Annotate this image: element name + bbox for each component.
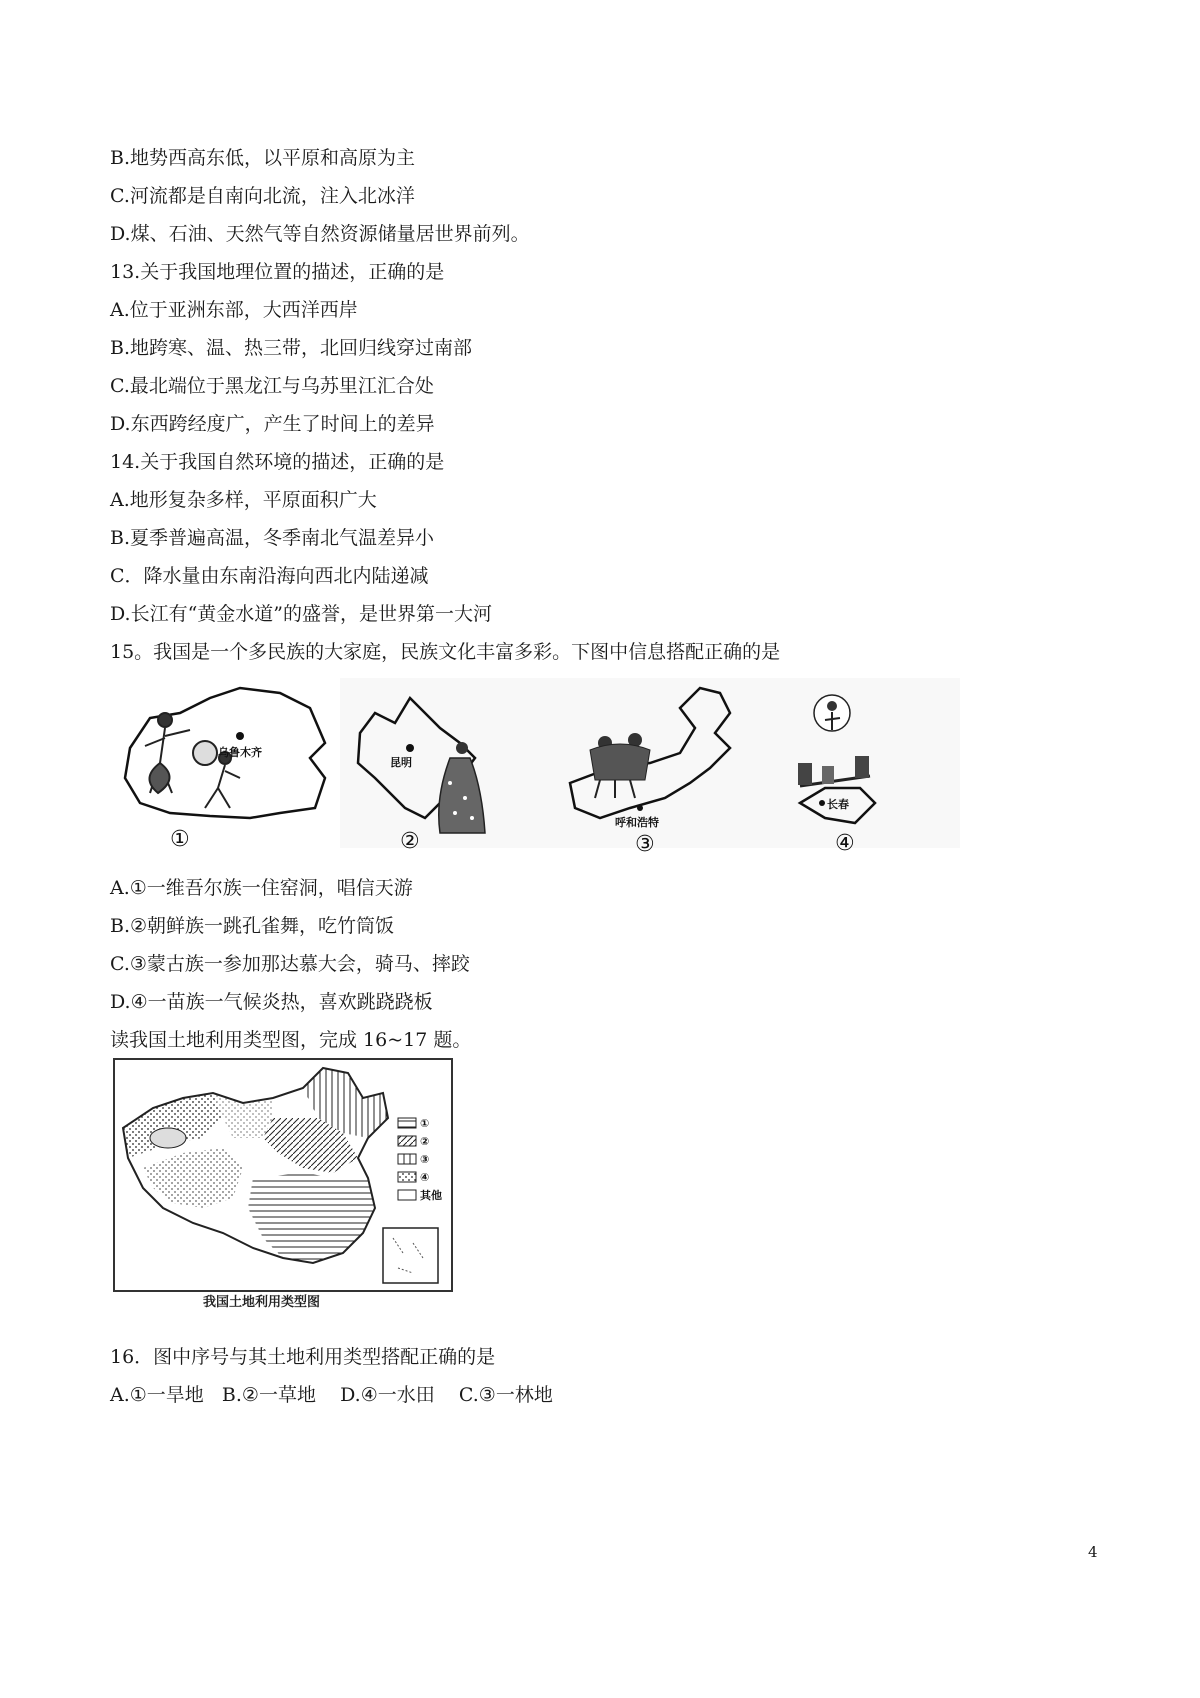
option-15d: D.④一苗族一气候炎热，喜欢跳跷跷板 xyxy=(110,991,433,1013)
option-13c: C.最北端位于黑龙江与乌苏里江汇合处 xyxy=(110,375,434,397)
option-14a: A.地形复杂多样，平原面积广大 xyxy=(110,489,377,511)
panel-2-number: ② xyxy=(400,829,420,854)
option-12b: B.地势西高东低，以平原和高原为主 xyxy=(110,147,416,169)
legend-3: ③ xyxy=(420,1153,430,1166)
option-13a: A.位于亚洲东部，大西洋西岸 xyxy=(110,299,358,321)
panel-3-number: ③ xyxy=(635,832,655,857)
question-16-options: A.①一旱地 B.②一草地 D.④一水田 C.③一林地 xyxy=(110,1384,553,1406)
panel-1-city: 乌鲁木齐 xyxy=(218,746,262,759)
city-dot xyxy=(236,732,244,740)
ethnic-culture-figure xyxy=(110,668,960,868)
panel-3-city: 呼和浩特 xyxy=(615,816,659,829)
legend-4: ④ xyxy=(420,1171,430,1184)
question-14-stem: 14.关于我国自然环境的描述，正确的是 xyxy=(110,451,445,473)
dancers-illustration xyxy=(145,713,240,808)
land-use-map xyxy=(113,1058,453,1308)
legend-1: ① xyxy=(420,1117,430,1130)
option-13d: D.东西跨经度广，产生了时间上的差异 xyxy=(110,413,435,435)
option-12d: D.煤、石油、天然气等自然资源储量居世界前列。 xyxy=(110,223,530,245)
question-13-stem: 13.关于我国地理位置的描述，正确的是 xyxy=(110,261,445,283)
panel-4-city: 长春 xyxy=(827,798,849,811)
page-number: 4 xyxy=(1088,1543,1098,1561)
option-13b: B.地跨寒、温、热三带，北回归线穿过南部 xyxy=(110,337,473,359)
option-15c: C.③蒙古族一参加那达慕大会，骑马、摔跤 xyxy=(110,953,470,975)
basin xyxy=(150,1128,186,1148)
city-dot xyxy=(406,744,414,752)
panel-2-city: 昆明 xyxy=(390,756,412,769)
legend-2: ② xyxy=(420,1135,430,1148)
map-intro: 读我国土地利用类型图，完成 16~17 题。 xyxy=(110,1029,472,1051)
south-sea-inset xyxy=(383,1228,438,1283)
option-15a: A.①一维吾尔族一住窑洞，唱信天游 xyxy=(110,877,413,899)
option-14d: D.长江有“黄金水道”的盛誉，是世界第一大河 xyxy=(110,603,493,625)
panel-1 xyxy=(125,688,325,852)
map-caption: 我国土地利用类型图 xyxy=(203,1295,321,1308)
city-dot xyxy=(819,800,825,806)
option-14c: C．降水量由东南沿海向西北内陆递减 xyxy=(110,565,429,587)
legend-other: 其他 xyxy=(420,1189,442,1202)
option-15b: B.②朝鲜族一跳孔雀舞，吃竹筒饭 xyxy=(110,915,395,937)
option-12c: C.河流都是自南向北流，注入北冰洋 xyxy=(110,185,415,207)
city-dot xyxy=(637,805,643,811)
panel-1-number: ① xyxy=(170,827,190,852)
question-15-stem: 15。我国是一个多民族的大家庭，民族文化丰富多彩。下图中信息搭配正确的是 xyxy=(110,641,781,663)
panel-4-number: ④ xyxy=(835,831,855,856)
option-14b: B.夏季普遍高温，冬季南北气温差异小 xyxy=(110,527,435,549)
question-16-stem: 16．图中序号与其土地利用类型搭配正确的是 xyxy=(110,1346,496,1368)
